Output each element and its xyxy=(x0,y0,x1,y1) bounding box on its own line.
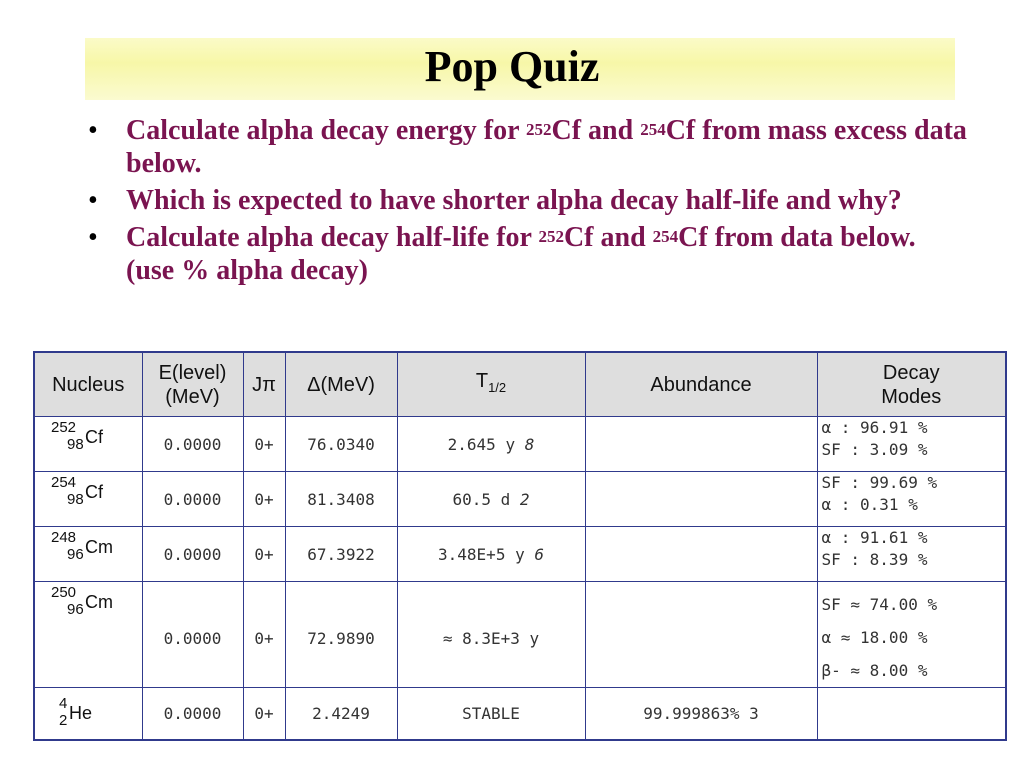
decay-modes-cell xyxy=(817,527,1006,582)
mass-number: 254 xyxy=(640,120,666,139)
header-elevel-line1: E(level) xyxy=(158,361,227,384)
atomic-number: 98 xyxy=(67,491,84,509)
header-halflife-main: T xyxy=(475,370,489,392)
decay-mode: α ≈ 18.00 % xyxy=(821,628,928,648)
element-symbol: He xyxy=(69,702,93,723)
element-symbol: Cm xyxy=(85,537,113,558)
halflife-uncertainty: 6 xyxy=(534,544,544,564)
decay-mode: SF : 8.39 % xyxy=(821,550,928,570)
atomic-number: 2 xyxy=(59,711,68,729)
mass-number: 254 xyxy=(652,227,679,246)
bullet-item xyxy=(88,114,968,180)
halflife-value: 60.5 d xyxy=(452,489,520,509)
halflife-uncertainty: 2 xyxy=(519,489,530,509)
table-row xyxy=(34,688,1006,740)
bullet-item xyxy=(88,221,968,287)
decay-modes-cell xyxy=(817,472,1006,527)
element-symbol: Cm xyxy=(85,592,113,613)
bullet-text: Calculate alpha decay energy for xyxy=(126,115,526,146)
element-symbol: Cf xyxy=(85,482,103,503)
bullet-text: Which is expected to have shorter alpha decay half-life and why? xyxy=(126,185,902,216)
bullet-text: Cf and xyxy=(551,115,641,146)
halflife-cell xyxy=(397,527,585,582)
header-halflife xyxy=(397,352,585,417)
table-header-row xyxy=(34,352,1006,417)
header-elevel-line2: (MeV) xyxy=(165,385,220,408)
decay-mode: SF ≈ 74.00 % xyxy=(821,595,938,615)
header-decay-modes xyxy=(817,352,1006,417)
header-decay-line1: Decay xyxy=(882,361,940,384)
delta-cell: 2.4249 xyxy=(285,688,397,740)
halflife-value: ≈ 8.3E+3 y xyxy=(442,629,540,649)
halflife-uncertainty: 8 xyxy=(524,434,535,454)
bullet-text: Cf and xyxy=(563,222,653,253)
abundance-cell xyxy=(585,527,817,582)
nucleus-cell xyxy=(34,472,142,527)
elevel-cell: 0.0000 xyxy=(142,527,243,582)
header-elevel xyxy=(142,352,243,417)
abundance-cell xyxy=(585,472,817,527)
mass-number: 252 xyxy=(525,120,552,139)
mass-number: 252 xyxy=(51,419,77,436)
decay-modes-cell xyxy=(817,582,1006,688)
elevel-cell: 0.0000 xyxy=(142,688,243,740)
decay-modes-cell xyxy=(817,688,1006,740)
atomic-number: 96 xyxy=(67,601,84,619)
bullet-text: Cf from mass excess data below. xyxy=(126,115,967,179)
halflife-cell xyxy=(397,688,585,740)
header-delta: Δ(MeV) xyxy=(285,352,397,417)
elevel-cell: 0.0000 xyxy=(142,582,243,688)
header-jpi: Jπ xyxy=(243,352,285,417)
decay-mode: β- ≈ 8.00 % xyxy=(821,661,928,681)
jpi-cell: 0+ xyxy=(243,472,285,527)
nucleus-cell xyxy=(34,688,142,740)
mass-number: 248 xyxy=(51,529,77,547)
halflife-value: 3.48E+5 y xyxy=(438,544,535,564)
halflife-value: 2.645 y xyxy=(447,434,525,454)
header-abundance: Abundance xyxy=(585,352,817,417)
header-halflife-sub: 1/2 xyxy=(488,380,507,395)
decay-mode: α : 96.91 % xyxy=(821,418,928,437)
jpi-cell: 0+ xyxy=(243,688,285,740)
delta-cell: 76.0340 xyxy=(285,417,397,472)
mass-number: 252 xyxy=(538,227,564,246)
bullet-list xyxy=(88,114,968,291)
table-row xyxy=(34,417,1006,472)
halflife-cell xyxy=(397,582,585,688)
bullet-text: Cf from data below. (use % alpha decay) xyxy=(126,222,916,286)
mass-number: 4 xyxy=(59,694,68,712)
bullet-text: Calculate alpha decay half-life for xyxy=(126,222,539,253)
bullet-glyph: • xyxy=(88,222,98,253)
abundance-cell: 99.999863% 3 xyxy=(585,688,817,740)
jpi-cell: 0+ xyxy=(243,527,285,582)
abundance-cell xyxy=(585,417,817,472)
atomic-number: 98 xyxy=(67,436,84,453)
halflife-cell xyxy=(397,417,585,472)
header-nucleus: Nucleus xyxy=(34,352,142,417)
delta-cell: 81.3408 xyxy=(285,472,397,527)
jpi-cell: 0+ xyxy=(243,582,285,688)
jpi-cell: 0+ xyxy=(243,417,285,472)
elevel-cell: 0.0000 xyxy=(142,417,243,472)
decay-mode: α : 91.61 % xyxy=(821,528,928,548)
nucleus-symbol xyxy=(51,472,131,510)
delta-cell: 67.3922 xyxy=(285,527,397,582)
decay-mode: SF : 3.09 % xyxy=(821,440,928,459)
nucleus-cell xyxy=(34,417,142,472)
bullet-glyph: • xyxy=(88,185,98,216)
mass-number: 254 xyxy=(51,474,77,492)
nucleus-symbol xyxy=(51,527,131,565)
bullet-item xyxy=(88,184,968,217)
decay-modes-cell xyxy=(817,417,1006,472)
nucleus-symbol xyxy=(51,582,131,620)
nucleus-cell xyxy=(34,527,142,582)
decay-mode: α : 0.31 % xyxy=(821,495,918,515)
mass-number: 250 xyxy=(51,584,77,602)
nucleus-symbol xyxy=(51,417,131,455)
slide-title: Pop Quiz xyxy=(424,42,600,91)
delta-cell: 72.9890 xyxy=(285,582,397,688)
elevel-cell: 0.0000 xyxy=(142,472,243,527)
element-symbol: Cf xyxy=(85,427,103,447)
halflife-value: STABLE xyxy=(462,704,520,724)
atomic-number: 96 xyxy=(67,546,84,564)
nucleus-symbol xyxy=(51,693,101,731)
abundance-cell xyxy=(585,582,817,688)
bullet-glyph: • xyxy=(88,115,98,146)
decay-mode: SF : 99.69 % xyxy=(821,473,938,493)
nuclear-data-table xyxy=(33,351,1007,741)
table-row xyxy=(34,527,1006,582)
halflife-cell xyxy=(397,472,585,527)
nucleus-cell xyxy=(34,582,142,688)
table-row xyxy=(34,472,1006,527)
table-row xyxy=(34,582,1006,688)
header-decay-line2: Modes xyxy=(881,385,942,408)
